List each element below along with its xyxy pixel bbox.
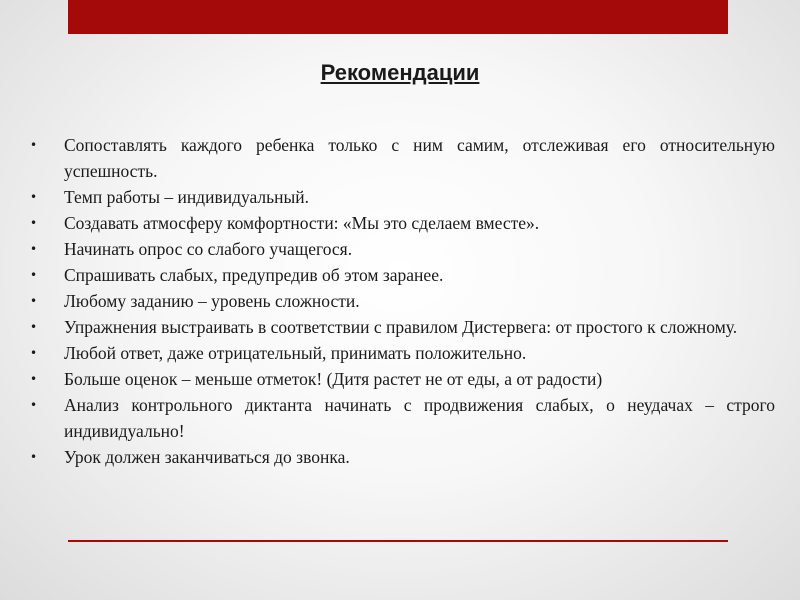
list-item-text: Создавать атмосферу комфортности: «Мы это сделаем вместе». — [64, 213, 540, 233]
bullet-icon: • — [30, 294, 38, 308]
list-item — [30, 288, 775, 314]
bullet-icon: • — [30, 190, 38, 204]
list-item-text: Темп работы – индивидуальный. — [64, 187, 309, 207]
list-item-text: Анализ контрольного диктанта начинать с продвижения слабых, о неудачах – строго индивидуально! — [64, 395, 775, 441]
bullet-icon: • — [30, 320, 38, 334]
list-item-text: Упражнения выстраивать в соответствии с правилом Дистервега: от простого к сложному. — [64, 317, 738, 337]
list-item-text: Любой ответ, даже отрицательный, принимать положительно. — [64, 343, 527, 363]
list-item — [30, 392, 775, 444]
list-item — [30, 366, 775, 392]
recommendations-list — [30, 132, 775, 470]
bullet-icon: • — [30, 268, 38, 282]
bullet-icon: • — [30, 242, 38, 256]
bullet-icon: • — [30, 216, 38, 230]
list-item-text: Сопоставлять каждого ребенка только с ним самим, отслеживая его относительную успешность. — [64, 135, 775, 181]
bullet-icon: • — [30, 398, 38, 412]
list-item-text: Начинать опрос со слабого учащегося. — [64, 239, 353, 259]
bullet-icon: • — [30, 138, 38, 152]
bullet-icon: • — [30, 372, 38, 386]
list-item-text: Больше оценок – меньше отметок! (Дитя растет не от еды, а от радости) — [64, 369, 603, 389]
list-item — [30, 184, 775, 210]
bottom-divider — [68, 540, 728, 542]
list-item-text: Спрашивать слабых, предупредив об этом заранее. — [64, 265, 444, 285]
list-item-text: Урок должен заканчиваться до звонка. — [64, 447, 350, 467]
list-item — [30, 314, 775, 340]
list-item — [30, 236, 775, 262]
top-accent-bar — [68, 0, 728, 34]
list-item — [30, 210, 775, 236]
list-item — [30, 340, 775, 366]
slide-title: Рекомендации — [320, 60, 480, 85]
bullet-icon: • — [30, 450, 38, 464]
list-item-text: Любому заданию – уровень сложности. — [64, 291, 360, 311]
list-item — [30, 132, 775, 184]
list-item — [30, 262, 775, 288]
list-item — [30, 444, 775, 470]
bullet-icon: • — [30, 346, 38, 360]
